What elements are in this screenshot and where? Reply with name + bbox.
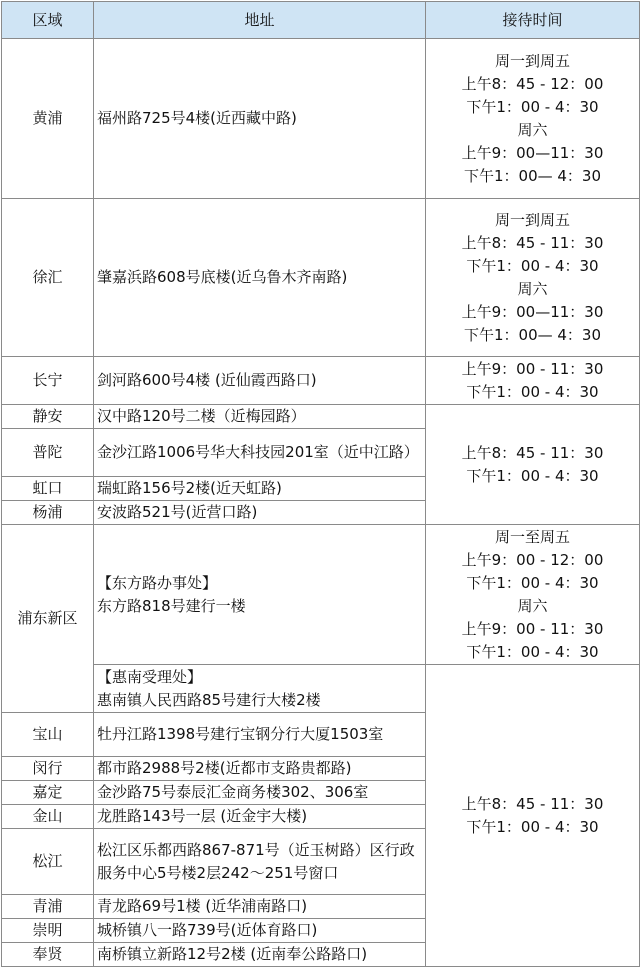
address-cell: 肇嘉浜路608号底楼(近乌鲁木齐南路) <box>94 199 426 357</box>
hours-line: 下午1：00 - 4：30 <box>466 382 599 401</box>
hours-line: 周六 <box>517 279 548 298</box>
hours-cell <box>426 39 640 199</box>
district-cell: 金山 <box>2 805 94 829</box>
district-cell: 静安 <box>2 405 94 429</box>
address-cell: 安波路521号(近营口路) <box>94 501 426 525</box>
district-cell: 闵行 <box>2 757 94 781</box>
hours-line: 上午9：00—11：30 <box>461 302 604 321</box>
hours-line: 下午1：00 - 4：30 <box>466 573 599 592</box>
address-cell: 青龙路69号1楼 (近华浦南路口) <box>94 895 426 919</box>
hours-line: 下午1：00 - 4：30 <box>466 97 599 116</box>
header-district: 区域 <box>2 2 94 39</box>
hours-line: 周一到周五 <box>494 210 570 229</box>
address-cell: 都市路2988号2楼(近都市支路贵都路) <box>94 757 426 781</box>
header-row <box>2 2 640 39</box>
district-cell: 长宁 <box>2 357 94 405</box>
district-cell: 普陀 <box>2 429 94 477</box>
hours-line: 上午8：45 - 11：30 <box>461 443 604 462</box>
address-cell <box>94 665 426 713</box>
district-cell: 崇明 <box>2 919 94 943</box>
hours-line: 下午1：00— 4：30 <box>463 325 602 344</box>
header-hours: 接待时间 <box>426 2 640 39</box>
address-cell: 南桥镇立新路12号2楼 (近南奉公路路口) <box>94 943 426 967</box>
hours-line: 下午1：00 - 4：30 <box>466 817 599 836</box>
district-cell: 徐汇 <box>2 199 94 357</box>
hours-cell <box>426 525 640 665</box>
hours-cell <box>426 405 640 525</box>
hours-line: 周一到周五 <box>494 51 570 70</box>
hours-line: 上午8：45 - 12：00 <box>461 74 604 93</box>
hours-line: 上午9：00 - 12：00 <box>461 550 604 569</box>
reception-table <box>1 1 640 967</box>
hours-line: 上午9：00 - 11：30 <box>461 359 604 378</box>
hours-line: 上午9：00 - 11：30 <box>461 619 604 638</box>
hours-line: 周六 <box>517 596 548 615</box>
table-row <box>2 357 640 405</box>
address-cell <box>94 525 426 665</box>
address-office-title: 【东方路办事处】 <box>97 573 218 592</box>
address-cell: 汉中路120号二楼（近梅园路） <box>94 405 426 429</box>
header-address: 地址 <box>94 2 426 39</box>
hours-line: 下午1：00 - 4：30 <box>466 466 599 485</box>
hours-line: 下午1：00— 4：30 <box>463 166 602 185</box>
table-row <box>2 665 640 713</box>
table-row <box>2 199 640 357</box>
table-row <box>2 525 640 665</box>
hours-line: 下午1：00 - 4：30 <box>466 642 599 661</box>
table-row <box>2 405 640 429</box>
district-cell: 青浦 <box>2 895 94 919</box>
address-cell: 城桥镇八一路739号(近体育路口) <box>94 919 426 943</box>
hours-line: 下午1：00 - 4：30 <box>466 256 599 275</box>
hours-cell <box>426 357 640 405</box>
address-cell: 牡丹江路1398号建行宝钢分行大厦1503室 <box>94 713 426 757</box>
district-cell: 虹口 <box>2 477 94 501</box>
district-cell: 奉贤 <box>2 943 94 967</box>
address-cell: 金沙路75号泰辰汇金商务楼302、306室 <box>94 781 426 805</box>
hours-line: 上午9：00—11：30 <box>461 143 604 162</box>
hours-cell <box>426 199 640 357</box>
district-cell: 杨浦 <box>2 501 94 525</box>
hours-line: 周一至周五 <box>494 527 570 546</box>
district-cell: 嘉定 <box>2 781 94 805</box>
hours-line: 上午8：45 - 11：30 <box>461 794 604 813</box>
address-cell: 福州路725号4楼(近西藏中路) <box>94 39 426 199</box>
address-cell: 金沙江路1006号华大科技园201室（近中江路） <box>94 429 426 477</box>
address-cell: 剑河路600号4楼 (近仙霞西路口) <box>94 357 426 405</box>
address-cell: 龙胜路143号一层 (近金宇大楼) <box>94 805 426 829</box>
hours-cell <box>426 665 640 967</box>
hours-line: 周六 <box>517 120 548 139</box>
district-cell: 宝山 <box>2 713 94 757</box>
address-line: 惠南镇人民西路85号建行大楼2楼 <box>97 690 321 709</box>
table-row <box>2 39 640 199</box>
address-cell: 瑞虹路156号2楼(近天虹路) <box>94 477 426 501</box>
address-cell: 松江区乐都西路867-871号（近玉树路）区行政服务中心5号楼2层242～251号窗口 <box>94 829 426 895</box>
address-line: 东方路818号建行一楼 <box>97 596 246 615</box>
hours-line: 上午8：45 - 11：30 <box>461 233 604 252</box>
district-cell: 松江 <box>2 829 94 895</box>
district-cell: 黄浦 <box>2 39 94 199</box>
district-cell: 浦东新区 <box>2 525 94 713</box>
address-office-title: 【惠南受理处】 <box>97 667 203 686</box>
